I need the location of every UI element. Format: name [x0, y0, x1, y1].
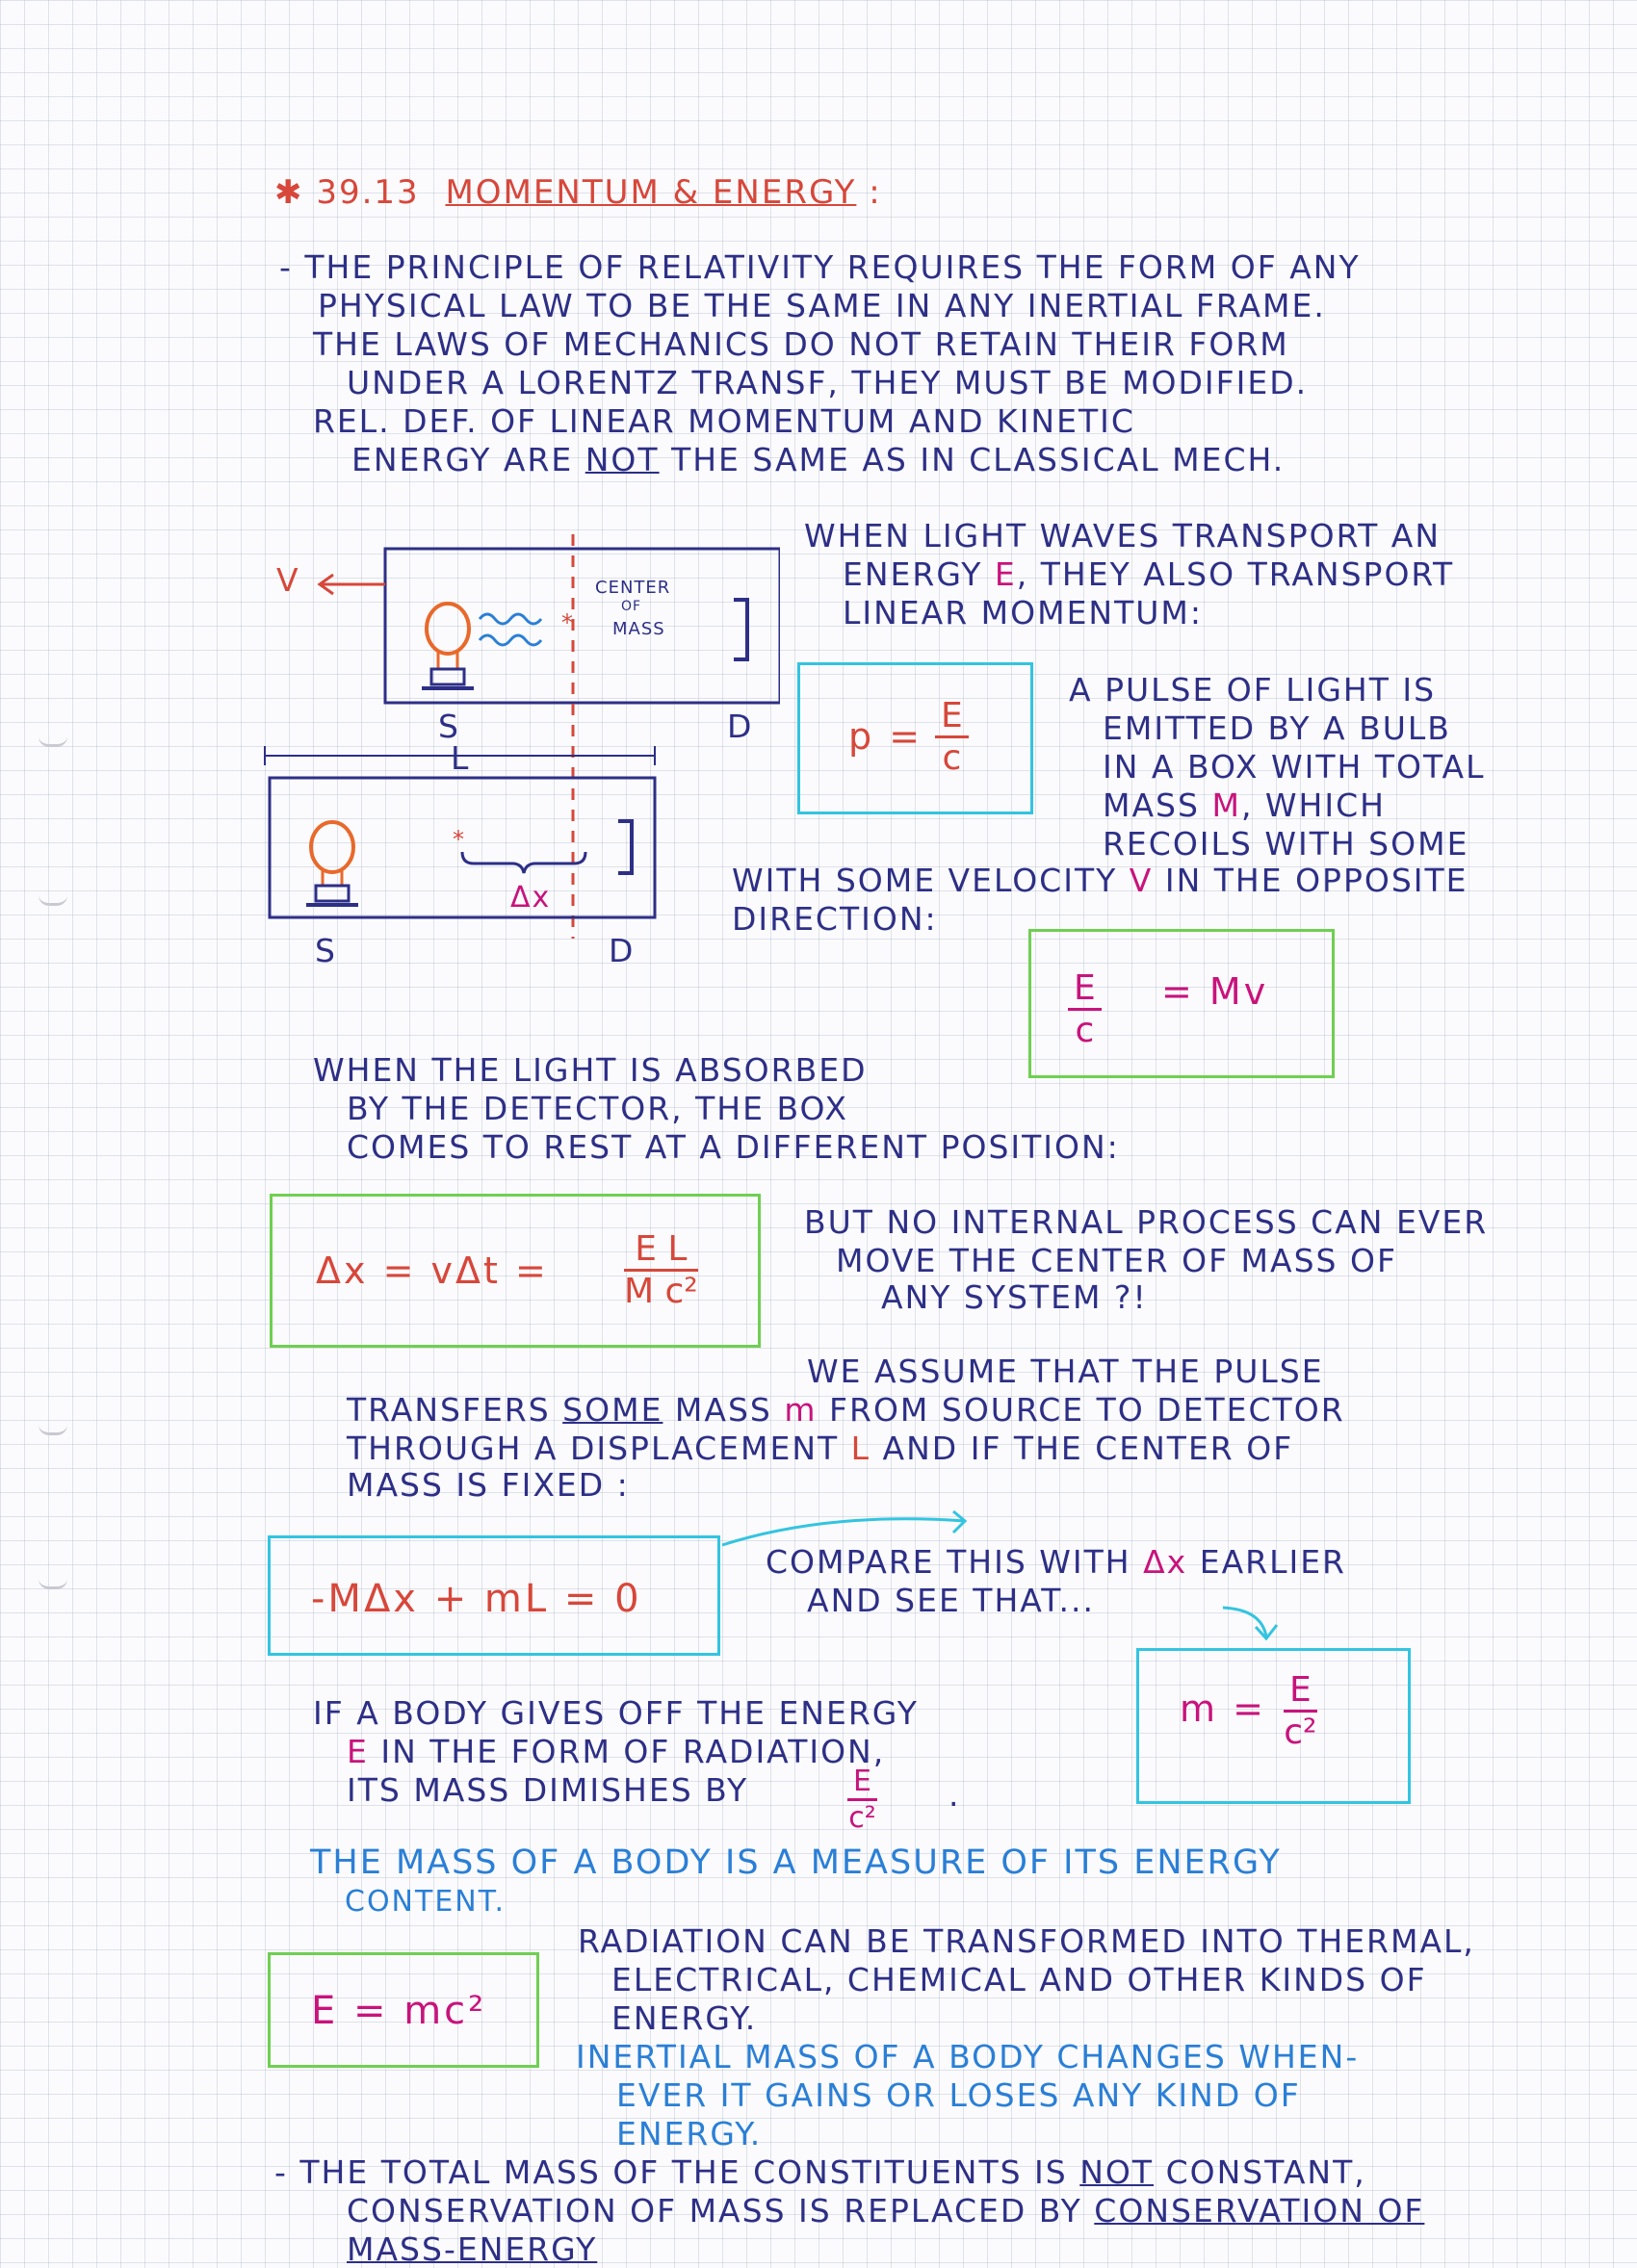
mass-symbol: M	[1211, 786, 1241, 824]
momentum-equation-box	[797, 662, 1033, 814]
heading-star: ✱	[274, 173, 304, 212]
radiation-text-line: ELECTRICAL, CHEMICAL AND OTHER KINDS OF	[611, 1961, 1427, 1998]
assume-text-line: WE ASSUME THAT THE PULSE	[807, 1353, 1324, 1390]
mass-fraction: $\frac{E}{\text{c²}}$	[1284, 1670, 1317, 1752]
pulse-text-line: EMITTED BY A BULB	[1103, 709, 1451, 747]
inertial-text-line: INERTIAL MASS OF A BODY CHANGES WHEN-	[576, 2038, 1360, 2075]
body-text-line: IF A BODY GIVES OFF THE ENERGY	[313, 1694, 919, 1732]
energy-symbol: E	[347, 1733, 369, 1770]
emphasis-not: NOT	[585, 441, 660, 478]
center-of-mass-label: OF	[621, 599, 642, 614]
mass-loss-fraction: $\frac{E}{\text{c²}}$	[848, 1765, 876, 1835]
compare-text-line: AND SEE THAT...	[807, 1582, 1095, 1619]
energy-symbol: E	[994, 555, 1017, 593]
page-heading	[274, 173, 882, 212]
center-of-mass-label: CENTER	[595, 578, 671, 598]
velocity-symbol: V	[1129, 862, 1154, 899]
total-text-line: CONSERVATION OF MASS IS REPLACED BY CONSERVATION OF	[347, 2192, 1425, 2229]
emphasis-some: SOME	[562, 1391, 663, 1429]
binder-hole-mark	[39, 736, 67, 747]
body-period: .	[948, 1776, 961, 1814]
velocity-label: V	[276, 561, 300, 599]
internal-text-line: ANY SYSTEM ?!	[881, 1278, 1148, 1316]
intro-line: - THE PRINCIPLE OF RELATIVITY REQUIRES THE FORM OF ANY	[279, 248, 1361, 286]
small-mass-symbol: m	[784, 1391, 818, 1429]
measure-text-line: CONTENT.	[345, 1885, 507, 1919]
detector-icon	[618, 821, 632, 873]
heading-colon: :	[869, 173, 882, 212]
absorbed-text-line: BY THE DETECTOR, THE BOX	[347, 1090, 848, 1127]
momentum-lhs: p =	[848, 715, 923, 758]
center-of-mass-equation: -MΔx + mL = 0	[311, 1577, 642, 1621]
intro-line: THE LAWS OF MECHANICS DO NOT RETAIN THEIR FORM	[313, 325, 1289, 363]
total-text-line: MASS-ENERGY	[347, 2230, 598, 2268]
internal-text-line: MOVE THE CENTER OF MASS OF	[836, 1242, 1397, 1279]
inertial-text-line: EVER IT GAINS OR LOSES ANY KIND OF	[616, 2076, 1301, 2114]
detector-icon	[734, 600, 747, 659]
compare-text-line: COMPARE THIS WITH Δx EARLIER	[766, 1543, 1346, 1581]
displacement-label: Δx	[510, 881, 552, 915]
light-text-line: LINEAR MOMENTUM:	[843, 594, 1204, 631]
top-box	[385, 549, 780, 703]
light-text-line: ENERGY E, THEY ALSO TRANSPORT	[843, 555, 1455, 593]
assume-text-line: MASS IS FIXED :	[347, 1466, 630, 1504]
assume-text-line: TRANSFERS SOME MASS m FROM SOURCE TO DETECTOR	[347, 1391, 1345, 1429]
source-label: S	[315, 932, 337, 969]
displacement-lhs: Δx = vΔt =	[316, 1250, 549, 1292]
intro-line: ENERGY ARE NOT THE SAME AS IN CLASSICAL MECH.	[351, 441, 1286, 478]
pulse-text-line: A PULSE OF LIGHT IS	[1069, 671, 1437, 709]
curved-arrow-icon	[722, 1519, 965, 1545]
bulb-icon	[422, 604, 474, 688]
bulb-icon	[306, 822, 358, 905]
intro-line: UNDER A LORENTZ TRANSF, THEY MUST BE MODIFIED.	[347, 364, 1309, 401]
intro-line: REL. DEF. OF LINEAR MOMENTUM AND KINETIC	[313, 402, 1135, 440]
section-title: MOMENTUM & ENERGY	[445, 173, 857, 212]
emphasis-conservation: CONSERVATION OF	[1094, 2192, 1425, 2229]
detector-label: D	[609, 932, 636, 969]
length-symbol: L	[850, 1430, 871, 1467]
inertial-text-line: ENERGY.	[616, 2115, 763, 2152]
displacement-equation-box	[270, 1194, 761, 1348]
binder-hole-mark	[39, 1579, 67, 1589]
recoil-fraction: $\frac{E}{c}$	[1068, 968, 1102, 1050]
center-of-mass-label: MASS	[612, 619, 665, 639]
light-wave-icon	[480, 635, 541, 645]
absorbed-text-line: WHEN THE LIGHT IS ABSORBED	[313, 1051, 868, 1089]
displacement-brace	[462, 852, 585, 873]
source-label: S	[438, 708, 460, 745]
binder-hole-mark	[39, 1425, 67, 1435]
pulse-text-line: WITH SOME VELOCITY V IN THE OPPOSITE	[732, 862, 1468, 899]
intro-line: PHYSICAL LAW TO BE THE SAME IN ANY INERTIAL FRAME.	[318, 287, 1326, 324]
displacement-symbol: Δx	[1143, 1543, 1188, 1581]
energy-equation-box	[268, 1952, 539, 2068]
pulse-text-line: RECOILS WITH SOME	[1103, 825, 1469, 863]
body-text-line: E IN THE FORM OF RADIATION,	[347, 1733, 886, 1770]
total-text-line: - THE TOTAL MASS OF THE CONSTITUENTS IS NOT CONSTANT,	[274, 2153, 1366, 2191]
detector-label: D	[727, 708, 754, 745]
pulse-text-line: MASS M, WHICH	[1103, 786, 1386, 824]
assume-text-line: THROUGH A DISPLACEMENT L AND IF THE CENTER OF	[347, 1430, 1294, 1467]
pulse-text-line: IN A BOX WITH TOTAL	[1103, 748, 1486, 786]
section-number: 39.13	[316, 173, 420, 212]
body-text-line: ITS MASS DIMISHES BY	[347, 1771, 749, 1809]
binder-hole-mark	[39, 895, 67, 906]
svg-text:*: *	[453, 826, 464, 853]
absorbed-text-line: COMES TO REST AT A DIFFERENT POSITION:	[347, 1128, 1120, 1166]
svg-text:*: *	[561, 609, 573, 636]
center-of-mass-equation-box	[268, 1535, 720, 1656]
recoil-equation-box	[1028, 929, 1335, 1078]
measure-text-line: THE MASS OF A BODY IS A MEASURE OF ITS ENERGY	[310, 1843, 1282, 1882]
emphasis-not: NOT	[1079, 2153, 1155, 2191]
momentum-fraction: $\frac{E}{c}$	[935, 696, 969, 778]
length-label: L	[451, 739, 471, 777]
radiation-text-line: RADIATION CAN BE TRANSFORMED INTO THERMAL,	[578, 1922, 1475, 1960]
radiation-text-line: ENERGY.	[611, 1999, 758, 2037]
light-text-line: WHEN LIGHT WAVES TRANSPORT AN	[804, 517, 1442, 554]
displacement-fraction: $\frac{\text{E L}}{\text{M c²}}$	[624, 1229, 698, 1311]
light-wave-icon	[480, 614, 541, 624]
internal-text-line: BUT NO INTERNAL PROCESS CAN EVER	[804, 1203, 1489, 1241]
energy-equation: E = mc²	[311, 1989, 487, 2033]
mass-lhs: m =	[1180, 1688, 1266, 1730]
recoil-rhs: = Mv	[1161, 970, 1269, 1013]
mass-equation-box	[1136, 1648, 1411, 1804]
pulse-text-line: DIRECTION:	[732, 900, 938, 938]
